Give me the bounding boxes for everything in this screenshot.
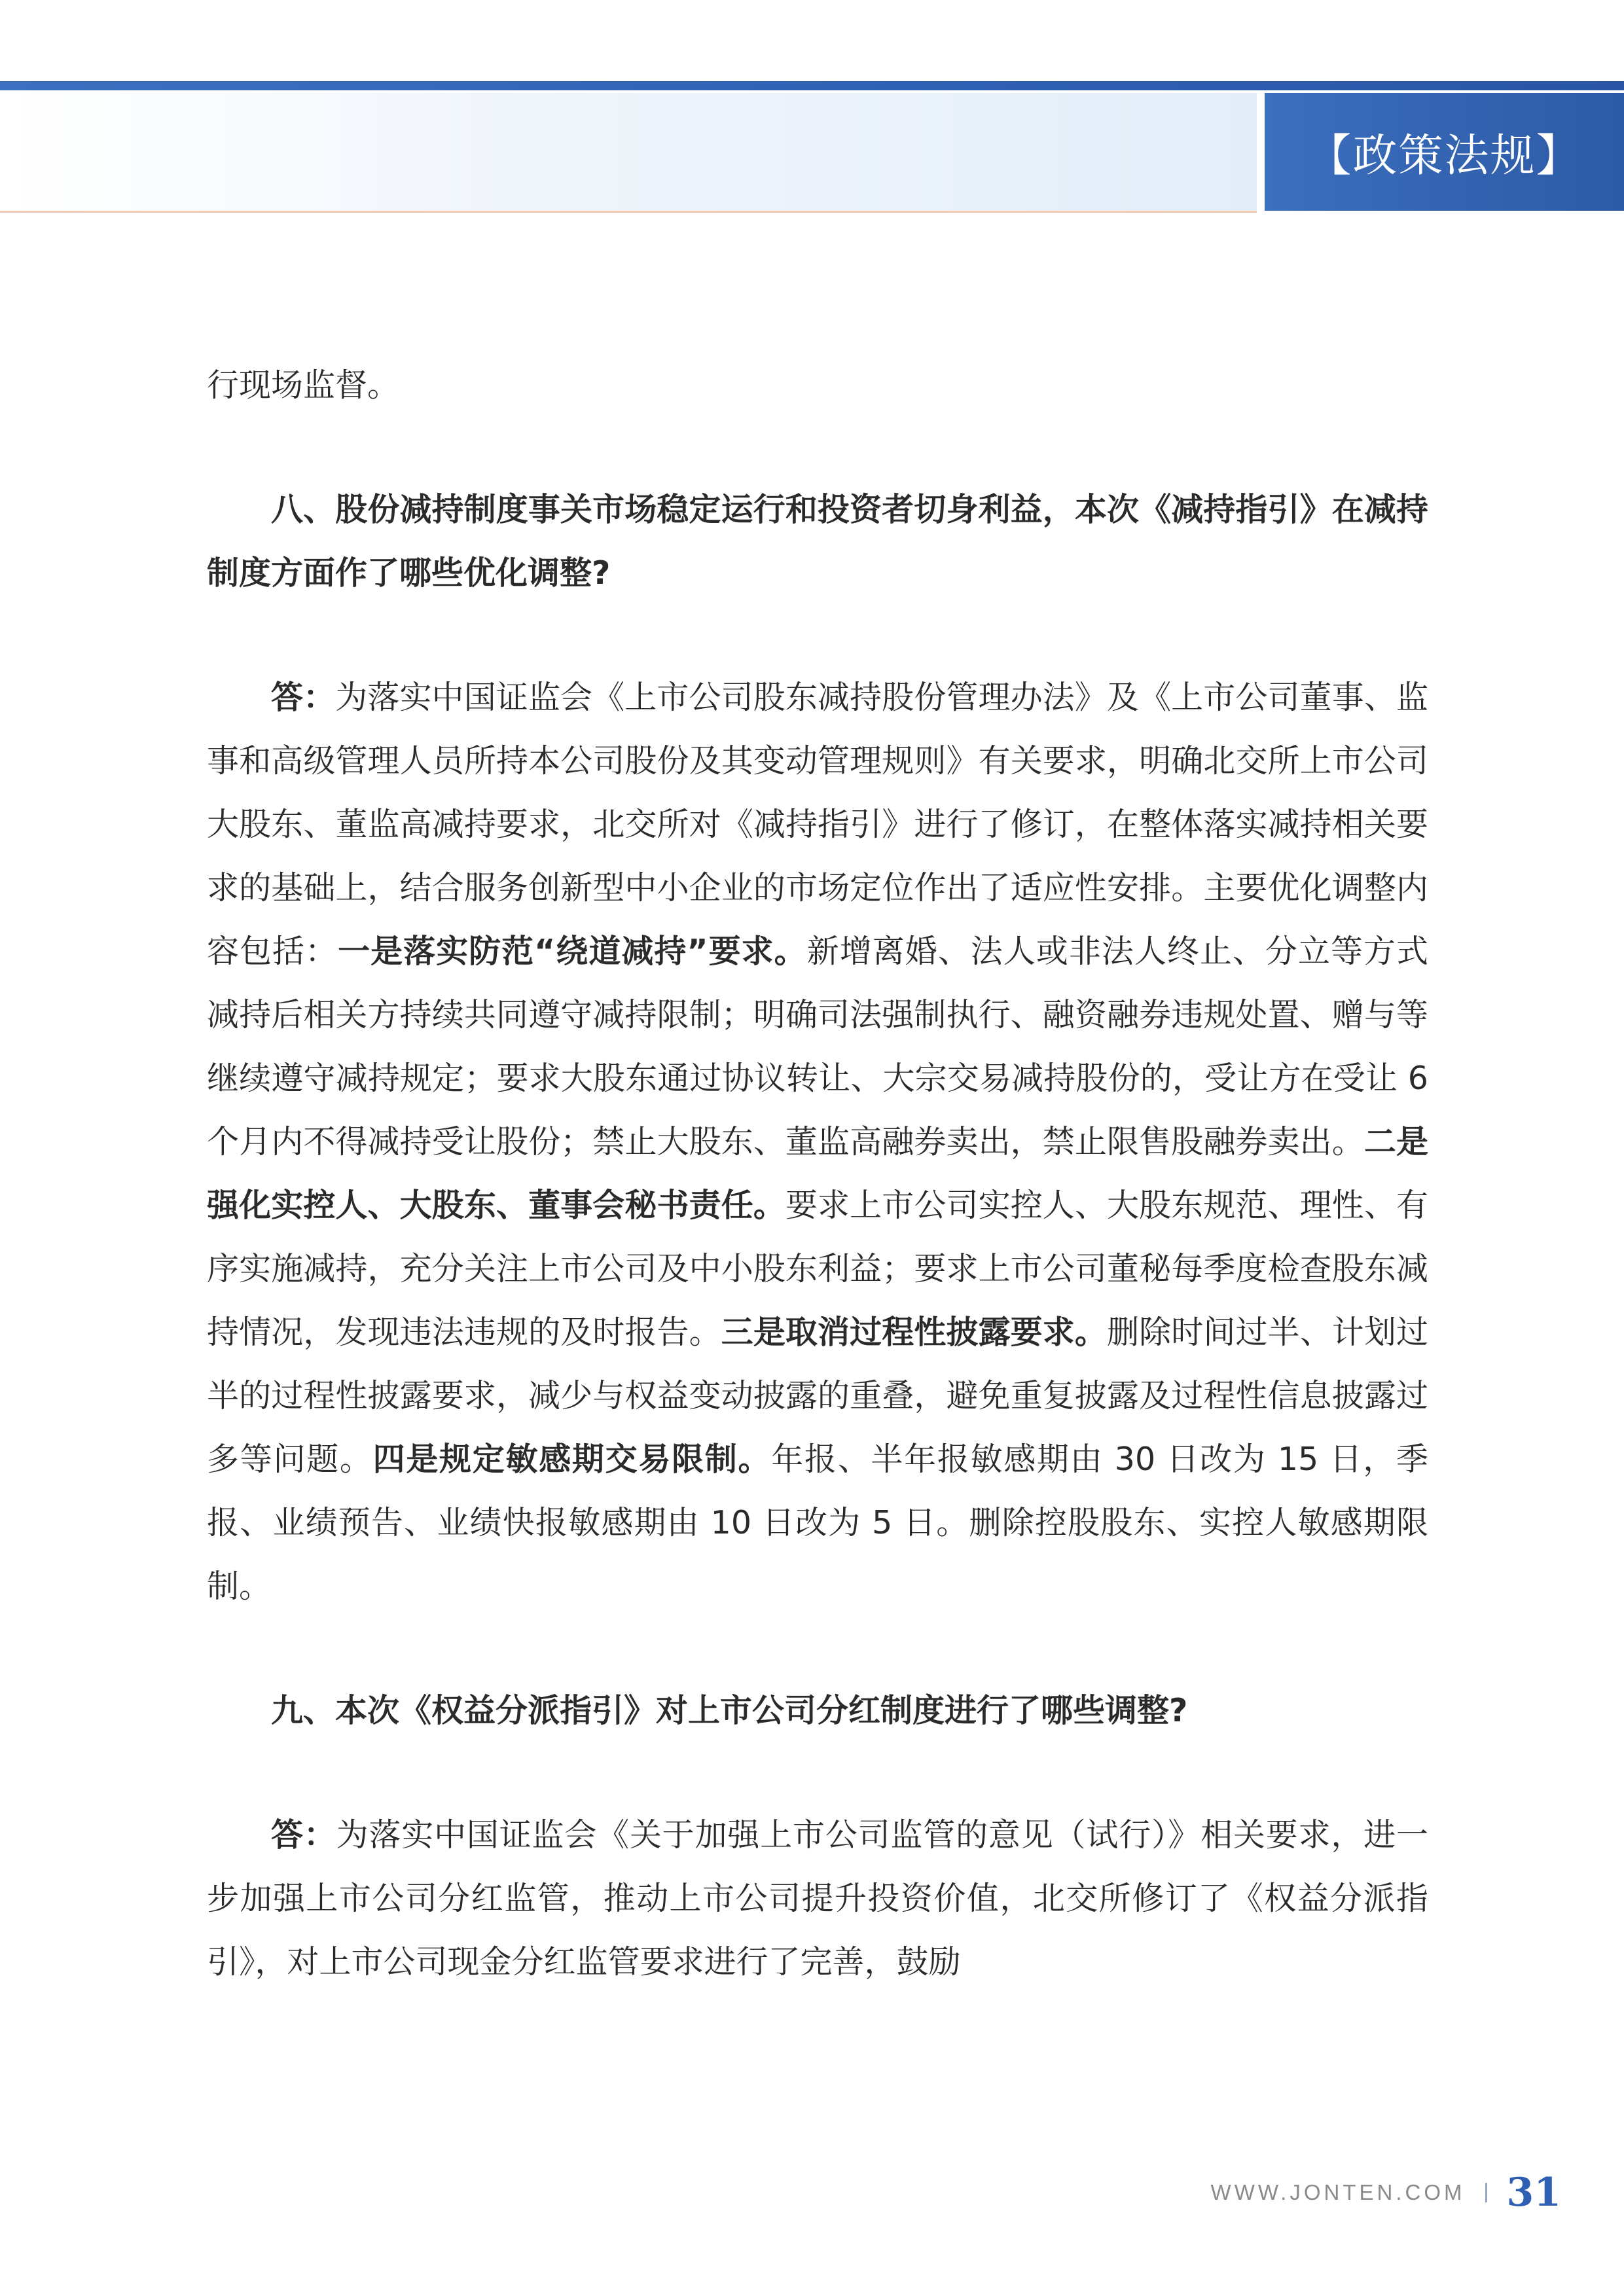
continuation-paragraph: 行现场监督。 [207,367,400,404]
answer-9-text-1: 为落实中国证监会《关于加强上市公司监管的意见（试行）》相关要求，进一步加强上市公司分红监管，推动上市公司提升投资价值，北交所修订了《权益分派指引》，对上市公司现金分红监管要求进行了完善，鼓励 [207,1816,1428,1981]
answer-8-text-5: 年报、半年报敏感期由 30 日改为 15 日，季报、业绩预告、业绩快报敏感期由 10 日改为 5 日。删除控股股东、实控人敏感期限制。 [207,1441,1428,1605]
section-tag [1265,93,1624,211]
section-tag-label: 【政策法规】 [1307,130,1582,182]
header-top-rule [0,81,1624,90]
answer-label: 答： [271,679,336,716]
answer-8-text-3: 要求上市公司实控人、大股东规范、理性、有序实施减持，充分关注上市公司及中小股东利益；要求上市公司董秘每季度检查股东减持情况，发现违法违规的及时报告。 [207,1187,1428,1351]
answer-8-text-4: 删除时间过半、计划过半的过程性披露要求，减少与权益变动披露的重叠，避免重复披露及过程性信息披露过多等问题。 [207,1314,1428,1478]
answer-8-text-2: 新增离婚、法人或非法人终止、分立等方式减持后相关方持续共同遵守减持限制；明确司法强制执行、融资融券违规处置、赠与等继续遵守减持规定；要求大股东通过协议转让、大宗交易减持股份的，受让方在受让 6 个月内不得减持受让股份；禁止大股东、董监高融券卖出，禁止限售股融券卖出。 [207,933,1428,1160]
page-footer [1211,2166,1561,2219]
point-4-bold: 四是规定敏感期交易限制。 [372,1441,772,1478]
header-band [0,93,1257,213]
point-1-bold: 一是落实防范“绕道减持”要求。 [338,933,807,970]
answer-8-text-1: 为落实中国证监会《上市公司股东减持股份管理办法》及《上市公司董事、监事和高级管理人员所持本公司股份及其变动管理规则》有关要求，明确北交所上市公司大股东、董监高减持要求，北交所对《减持指引》进行了修订，在整体落实减持相关要求的基础上，结合服务创新型中小企业的市场定位作出了适应性安排。主要优化调整内容包括： [207,679,1428,970]
point-2-bold: 二是强化实控人、大股东、董事会秘书责任。 [207,1123,1428,1224]
answer-9 [207,1803,1428,1994]
point-3-bold: 三是取消过程性披露要求。 [721,1314,1108,1351]
footer-divider [1485,2183,1487,2202]
question-8: 八、股份减持制度事关市场稳定运行和投资者切身利益，本次《减持指引》在减持制度方面作了哪些优化调整? [207,491,1428,592]
question-9: 九、本次《权益分派指引》对上市公司分红制度进行了哪些调整? [271,1692,1188,1729]
answer-label: 答： [271,1816,336,1854]
page-number: 31 [1506,2170,1561,2215]
article-body [207,353,1428,1994]
answer-8 [207,666,1428,1618]
website-url: WWW.JONTEN.COM [1210,2180,1466,2204]
